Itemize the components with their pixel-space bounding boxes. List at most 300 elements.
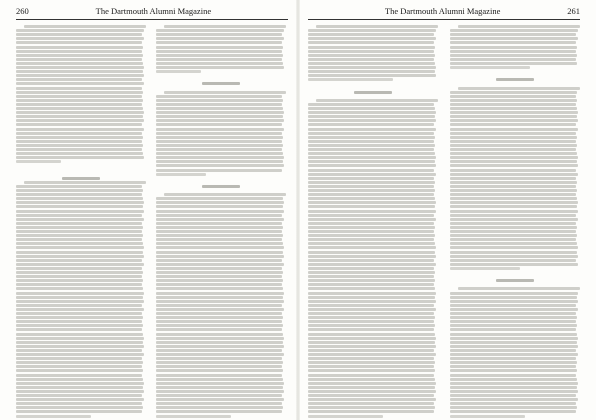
right-column-1 [308,25,438,420]
text-line-placeholder [156,263,284,266]
text-line-placeholder [16,357,142,360]
text-line-placeholder [308,398,436,401]
text-line-placeholder [450,353,578,356]
text-line-placeholder [450,119,578,122]
text-line-placeholder [308,246,436,249]
text-line-placeholder [308,406,435,409]
text-line-placeholder [308,378,435,381]
text-line-placeholder [156,316,283,319]
text-line-placeholder [16,62,143,65]
text-line-placeholder [308,107,435,110]
text-line-placeholder [308,78,393,81]
text-line-placeholder [450,177,576,180]
text-line-placeholder [308,193,434,196]
text-line-placeholder [156,46,283,49]
text-line-placeholder [156,259,282,262]
text-line-placeholder [450,226,577,229]
text-line-placeholder [156,205,283,208]
text-line-placeholder [16,345,144,348]
text-line-placeholder [308,148,434,151]
text-line-placeholder [450,46,577,49]
text-line-placeholder [450,189,577,192]
text-line-placeholder [450,263,578,266]
text-line-placeholder [16,70,143,73]
text-line-placeholder [308,210,436,213]
text-line-placeholder [16,218,144,221]
text-line-placeholder [308,103,434,106]
text-line-placeholder [16,402,142,405]
text-line-placeholder [450,341,577,344]
text-line-placeholder [450,349,576,352]
text-line-placeholder [308,160,435,163]
text-line-placeholder [450,234,577,237]
text-line-placeholder [16,246,144,249]
text-line-placeholder [308,234,435,237]
text-line-placeholder [308,341,435,344]
text-line-placeholder [16,386,143,389]
text-line-placeholder [450,173,578,176]
text-line-placeholder [156,160,283,163]
text-line-placeholder [450,255,578,258]
text-line-placeholder [450,197,577,200]
text-line-placeholder [164,193,286,196]
text-line-placeholder [308,144,435,147]
text-line-placeholder [450,58,576,61]
text-line-placeholder [16,259,142,262]
text-line-placeholder [16,87,142,90]
text-line-placeholder [450,374,576,377]
text-line-placeholder [308,230,434,233]
text-line-placeholder [156,300,284,303]
text-line-placeholder [16,415,91,418]
left-running-head [16,6,288,17]
text-line-placeholder [156,312,282,315]
text-line-placeholder [450,123,576,126]
text-line-placeholder [308,259,434,262]
text-line-placeholder [308,390,436,393]
text-line-placeholder [16,312,142,315]
text-line-placeholder [16,275,142,278]
text-line-placeholder [450,259,576,262]
text-line-placeholder [308,410,434,413]
text-line-placeholder [450,181,577,184]
text-line-placeholder [308,337,436,340]
text-line-placeholder [156,164,284,167]
text-line-placeholder [450,378,577,381]
text-line-placeholder [450,107,577,110]
text-line-placeholder [16,263,144,266]
text-line-placeholder [156,246,284,249]
text-line-placeholder [16,103,142,106]
text-line-placeholder [156,251,283,254]
text-line-placeholder [16,91,143,94]
text-line-placeholder [308,164,436,167]
text-line-placeholder [308,402,434,405]
text-line-placeholder [16,308,144,311]
text-line-placeholder [156,226,283,229]
text-line-placeholder [308,374,434,377]
text-line-placeholder [16,333,143,336]
text-line-placeholder [156,156,284,159]
text-line-placeholder [308,37,436,40]
text-line-placeholder [156,304,282,307]
text-line-placeholder [16,140,142,143]
text-line-placeholder [156,173,206,176]
text-line-placeholder [308,361,435,364]
text-line-placeholder [16,230,142,233]
text-line-placeholder [16,353,144,356]
text-line-placeholder [156,382,284,385]
text-line-placeholder [16,361,143,364]
text-line-placeholder [450,91,577,94]
text-line-placeholder [156,107,283,110]
left-column-1 [16,25,146,420]
text-line-placeholder [16,320,142,323]
text-line-placeholder [16,82,144,85]
text-line-placeholder [156,136,283,139]
text-line-placeholder [308,197,435,200]
text-line-placeholder [308,316,435,319]
text-line-placeholder [156,238,282,241]
text-line-placeholder [308,214,434,217]
text-line-placeholder [16,185,142,188]
text-line-placeholder [16,341,143,344]
text-line-placeholder [450,210,578,213]
text-line-placeholder [16,37,144,40]
text-line-placeholder [308,201,436,204]
text-line-placeholder [16,292,144,295]
text-line-placeholder [16,160,61,163]
text-line-placeholder [16,267,142,270]
text-line-placeholder [156,140,282,143]
text-line-placeholder [16,410,142,413]
text-line-placeholder [156,230,282,233]
text-line-placeholder [308,267,434,270]
text-line-placeholder [16,279,143,282]
text-line-placeholder [156,296,283,299]
text-line-placeholder [354,91,392,94]
text-line-placeholder [16,382,144,385]
text-line-placeholder [16,238,142,241]
text-line-placeholder [16,189,143,192]
text-line-placeholder [156,37,284,40]
text-line-placeholder [156,292,284,295]
text-line-placeholder [16,78,142,81]
text-line-placeholder [156,275,282,278]
text-line-placeholder [308,382,436,385]
text-line-placeholder [308,275,434,278]
text-line-placeholder [16,287,143,290]
text-line-placeholder [308,279,435,282]
text-line-placeholder [16,328,142,331]
text-line-placeholder [156,50,282,53]
text-line-placeholder [308,255,436,258]
text-line-placeholder [16,54,143,57]
text-line-placeholder [16,365,142,368]
text-line-placeholder [450,156,578,159]
text-line-placeholder [308,324,435,327]
text-line-placeholder [156,132,282,135]
text-line-placeholder [450,62,577,65]
text-line-placeholder [308,136,435,139]
text-line-placeholder [16,406,143,409]
text-line-placeholder [450,205,577,208]
text-line-placeholder [156,328,282,331]
text-line-placeholder [450,222,576,225]
text-line-placeholder [450,230,576,233]
text-line-placeholder [308,115,435,118]
text-line-placeholder [308,238,434,241]
text-line-placeholder [202,185,240,188]
text-line-placeholder [16,144,143,147]
text-line-placeholder [496,279,534,282]
text-line-placeholder [308,218,436,221]
text-line-placeholder [16,271,143,274]
text-line-placeholder [308,50,434,53]
text-line-placeholder [156,169,282,172]
text-line-placeholder [156,255,284,258]
text-line-placeholder [308,41,434,44]
text-line-placeholder [308,177,434,180]
text-line-placeholder [156,222,282,225]
text-line-placeholder [308,62,435,65]
text-line-placeholder [156,320,282,323]
text-line-placeholder [308,54,435,57]
text-line-placeholder [450,316,577,319]
text-line-placeholder [458,25,580,28]
text-line-placeholder [156,308,284,311]
text-line-placeholder [450,304,576,307]
text-line-placeholder [156,357,282,360]
text-line-placeholder [62,177,100,180]
text-line-placeholder [450,402,576,405]
text-line-placeholder [16,205,143,208]
text-line-placeholder [450,214,576,217]
text-line-placeholder [16,136,143,139]
text-line-placeholder [16,234,143,237]
text-line-placeholder [308,205,435,208]
text-line-placeholder [450,300,578,303]
text-line-placeholder [156,111,284,114]
text-line-placeholder [156,234,283,237]
text-line-placeholder [308,140,434,143]
text-line-placeholder [450,251,577,254]
text-line-placeholder [308,173,436,176]
text-line-placeholder [156,410,282,413]
left-page-number: 260 [16,6,29,16]
text-line-placeholder [450,103,576,106]
text-line-placeholder [450,37,578,40]
text-line-placeholder [156,128,284,131]
text-line-placeholder [450,185,576,188]
text-line-placeholder [450,169,576,172]
text-line-placeholder [16,337,144,340]
text-line-placeholder [16,369,143,372]
text-line-placeholder [450,415,525,418]
text-line-placeholder [156,365,282,368]
text-line-placeholder [308,308,436,311]
text-line-placeholder [156,406,283,409]
text-line-placeholder [450,144,577,147]
text-line-placeholder [450,201,578,204]
text-line-placeholder [156,210,284,213]
text-line-placeholder [156,324,283,327]
text-line-placeholder [308,345,436,348]
text-line-placeholder [16,107,143,110]
right-page [298,0,596,420]
text-line-placeholder [156,361,283,364]
text-line-placeholder [16,390,144,393]
text-line-placeholder [16,214,142,217]
text-line-placeholder [308,226,435,229]
text-line-placeholder [308,33,434,36]
text-line-placeholder [308,128,436,131]
text-line-placeholder [450,333,577,336]
text-line-placeholder [156,271,283,274]
text-line-placeholder [308,353,436,356]
text-line-placeholder [156,95,282,98]
text-line-placeholder [156,345,284,348]
text-line-placeholder [16,316,143,319]
text-line-placeholder [450,361,577,364]
text-line-placeholder [308,111,436,114]
text-line-placeholder [450,160,577,163]
text-line-placeholder [450,328,576,331]
text-line-placeholder [450,152,577,155]
text-line-placeholder [308,271,435,274]
text-line-placeholder [450,345,578,348]
text-line-placeholder [450,29,578,32]
text-line-placeholder [16,283,142,286]
text-line-placeholder [450,128,578,131]
text-line-placeholder [156,29,284,32]
text-line-placeholder [308,333,435,336]
text-line-placeholder [16,41,142,44]
text-line-placeholder [16,210,144,213]
text-line-placeholder [156,287,283,290]
text-line-placeholder [16,132,142,135]
text-line-placeholder [308,185,434,188]
text-line-placeholder [496,78,534,81]
text-line-placeholder [450,398,578,401]
text-line-placeholder [156,144,283,147]
text-line-placeholder [450,50,576,53]
text-line-placeholder [16,58,142,61]
text-line-placeholder [16,197,143,200]
text-line-placeholder [156,148,282,151]
text-line-placeholder [16,255,144,258]
text-line-placeholder [450,382,578,385]
text-line-placeholder [156,54,283,57]
text-line-placeholder [308,189,435,192]
text-line-placeholder [16,148,142,151]
text-line-placeholder [16,296,143,299]
text-line-placeholder [156,353,284,356]
text-line-placeholder [450,390,578,393]
left-running-title: The Dartmouth Alumni Magazine [95,6,212,16]
text-line-placeholder [16,378,143,381]
text-line-placeholder [16,398,144,401]
text-line-placeholder [450,242,577,245]
text-line-placeholder [308,169,434,172]
text-line-placeholder [156,123,282,126]
text-line-placeholder [156,394,282,397]
text-line-placeholder [156,41,282,44]
text-line-placeholder [450,41,576,44]
text-line-placeholder [156,214,282,217]
text-line-placeholder [308,29,436,32]
text-line-placeholder [308,328,434,331]
text-line-placeholder [202,82,240,85]
text-line-placeholder [308,357,434,360]
text-line-placeholder [156,369,283,372]
text-line-placeholder [308,242,435,245]
text-line-placeholder [450,33,576,36]
text-line-placeholder [156,386,283,389]
text-line-placeholder [308,283,434,286]
text-line-placeholder [16,242,143,245]
text-line-placeholder [450,320,576,323]
text-line-placeholder [450,365,576,368]
text-line-placeholder [458,287,580,290]
text-line-placeholder [308,46,435,49]
text-line-placeholder [16,115,143,118]
text-line-placeholder [450,312,576,315]
text-line-placeholder [450,111,578,114]
text-line-placeholder [156,197,283,200]
left-column-2 [156,25,286,420]
text-line-placeholder [450,369,577,372]
text-line-placeholder [156,398,284,401]
text-line-placeholder [16,374,142,377]
text-line-placeholder [156,70,201,73]
text-line-placeholder [308,369,435,372]
text-line-placeholder [308,386,435,389]
text-line-placeholder [16,156,144,159]
text-line-placeholder [450,246,578,249]
text-line-placeholder [16,193,142,196]
text-line-placeholder [16,50,142,53]
text-line-placeholder [156,402,282,405]
text-line-placeholder [156,119,284,122]
text-line-placeholder [450,193,576,196]
text-line-placeholder [16,95,142,98]
right-column-2 [450,25,580,420]
text-line-placeholder [16,46,143,49]
text-line-placeholder [308,320,434,323]
text-line-placeholder [308,349,434,352]
text-line-placeholder [156,374,282,377]
text-line-placeholder [16,324,143,327]
text-line-placeholder [308,292,436,295]
text-line-placeholder [308,222,434,225]
text-line-placeholder [308,304,434,307]
text-line-placeholder [308,415,383,418]
text-line-placeholder [450,394,576,397]
text-line-placeholder [308,156,436,159]
text-line-placeholder [16,300,144,303]
text-line-placeholder [450,406,577,409]
text-line-placeholder [308,365,434,368]
right-running-title: The Dartmouth Alumni Magazine [384,6,501,16]
text-line-placeholder [156,267,282,270]
text-line-placeholder [316,25,438,28]
text-line-placeholder [450,115,577,118]
text-line-placeholder [450,66,530,69]
right-header-rule [308,19,580,20]
text-line-placeholder [308,251,435,254]
text-line-placeholder [450,54,577,57]
